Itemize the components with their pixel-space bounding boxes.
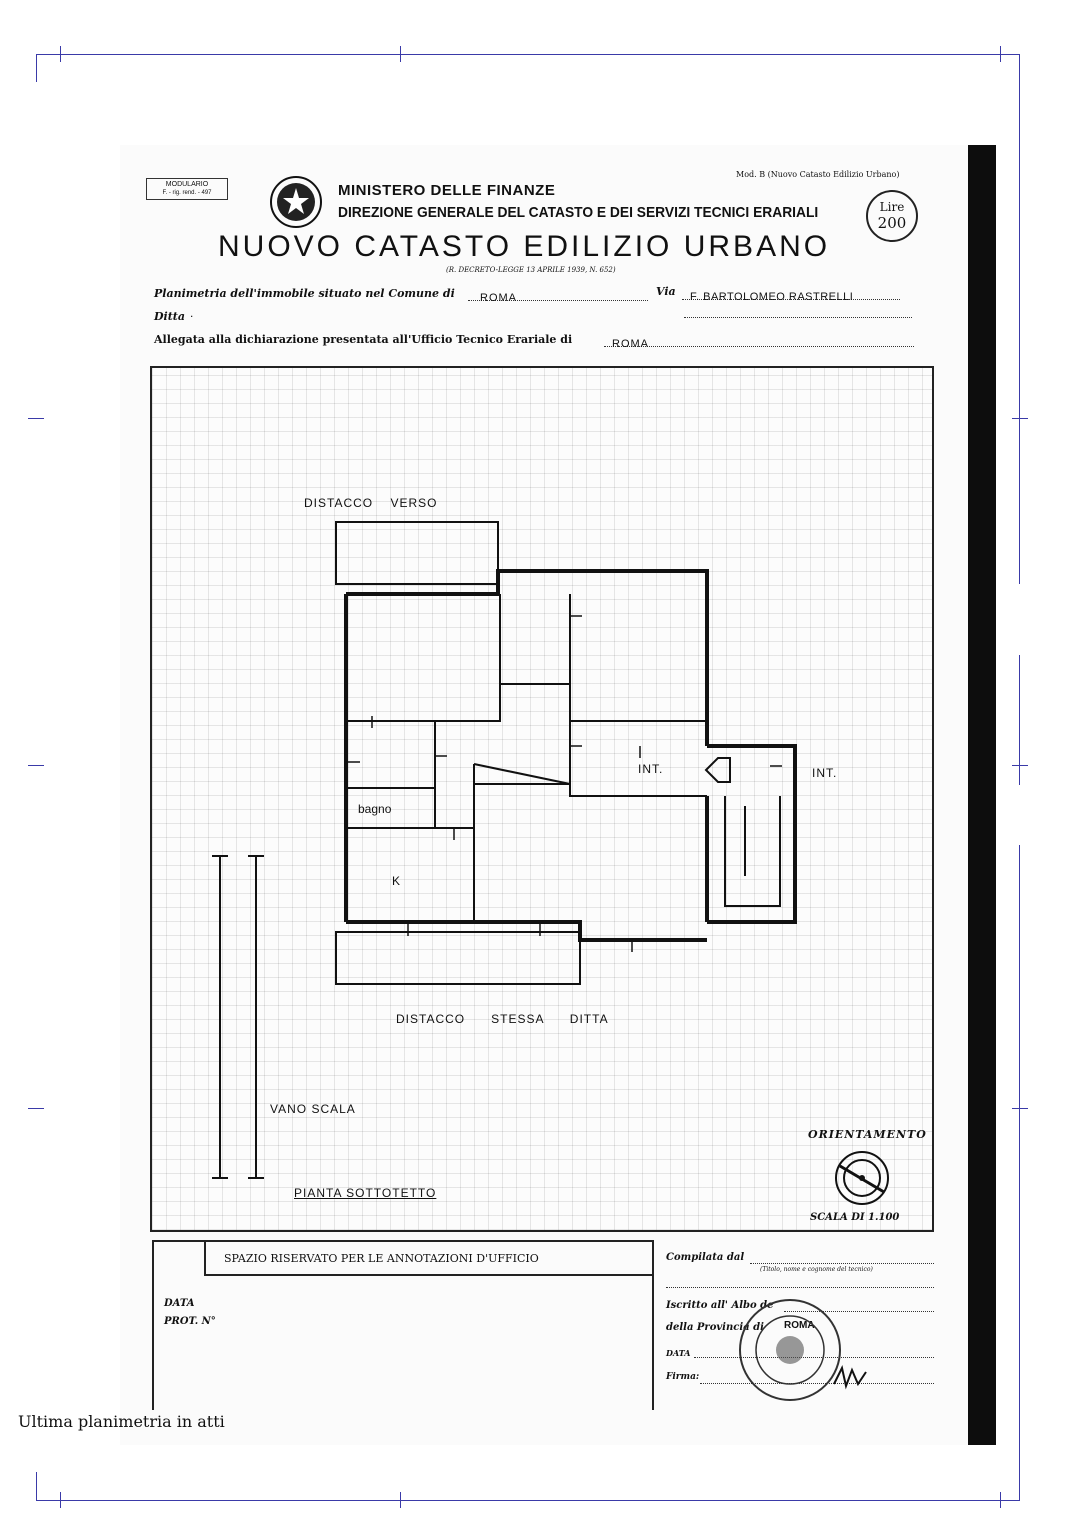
room-line (500, 594, 570, 684)
ufficio-value: ROMA (612, 338, 649, 350)
tick (400, 46, 401, 62)
frame-right-a (1019, 54, 1020, 584)
kitchen-label: K (392, 874, 402, 888)
scan-dark-edge (968, 145, 996, 1445)
office-header-line (204, 1274, 654, 1276)
ufficio-field (604, 332, 914, 350)
iscritto-label: Iscritto all' Albo de (666, 1300, 774, 1311)
tick (28, 1108, 44, 1109)
tick (60, 46, 61, 62)
tick (28, 765, 44, 766)
compilata-line (750, 1262, 934, 1264)
stamp-circle (866, 190, 918, 242)
republic-emblem-icon (268, 174, 324, 230)
frame-bottom (36, 1500, 1020, 1501)
stair-inner (725, 796, 780, 906)
provincia-value: ROMA (784, 1320, 815, 1331)
via-label: Via (656, 285, 676, 298)
distacco-bottom-label: DISTACCO STESSA DITTA (396, 1012, 609, 1026)
data2-label: DATA (666, 1348, 691, 1358)
tick (60, 1492, 61, 1508)
tick (1000, 1492, 1001, 1508)
frame-right-c (1019, 845, 1020, 1500)
wall-top-right (650, 571, 707, 594)
via-value: F. BARTOLOMEO RASTRELLI (690, 291, 854, 303)
tick (28, 418, 44, 419)
comune-field (468, 286, 648, 304)
compilata-line-2 (666, 1286, 934, 1288)
orientamento-label: ORIENTAMENTO (808, 1128, 927, 1141)
ditta-value: . (190, 306, 194, 320)
wall-stair-box (707, 746, 795, 922)
signature-mark (832, 1362, 872, 1392)
caption: Ultima planimetria in atti (18, 1412, 225, 1431)
vano-scala-label: VANO SCALA (270, 1102, 356, 1116)
ministry-title: MINISTERO DELLE FINANZE (338, 182, 556, 199)
tick (1012, 418, 1028, 419)
allegata-label: Allegata alla dichiarazione presentata all'Ufficio Tecnico Erariale di (154, 333, 573, 346)
model-label: Mod. B (Nuovo Catasto Edilizio Urbano) (736, 170, 900, 179)
tick (400, 1492, 401, 1508)
ditta-line (684, 316, 912, 318)
pianta-label: PIANTA SOTTOTETTO (294, 1186, 437, 1200)
scala-label: SCALA DI 1.100 (810, 1212, 900, 1223)
entry-arrow (706, 758, 730, 782)
bagno-label: bagno (358, 802, 392, 816)
compilata-note: (Titolo, nome e cognome del tecnico) (760, 1266, 873, 1273)
spazio-label: SPAZIO RISERVATO PER LE ANNOTAZIONI D'UFFICIO (224, 1252, 539, 1265)
balcony-bottom (336, 932, 580, 984)
tick (1000, 46, 1001, 62)
tick (1012, 1108, 1028, 1109)
ditta-label: Ditta (154, 310, 186, 323)
page-title: NUOVO CATASTO EDILIZIO URBANO (218, 230, 831, 263)
stamp-currency: Lire (879, 200, 905, 214)
office-prot-label: PROT. N° (164, 1316, 216, 1327)
frame-left-b (36, 1472, 37, 1500)
planimetria-label: Planimetria dell'immobile situato nel Comune di (154, 287, 455, 300)
stamp-value: 200 (877, 214, 907, 232)
room-line (435, 684, 500, 721)
official-seal-icon (736, 1296, 844, 1404)
provincia-label: della Provincia di (666, 1322, 764, 1333)
compass-center (859, 1175, 865, 1181)
floor-plan-drawing (150, 366, 934, 1232)
frame-top (36, 54, 1020, 55)
comune-value: ROMA (480, 292, 517, 304)
office-box (152, 1240, 654, 1410)
balcony-top (336, 522, 498, 584)
modulario-box (146, 178, 228, 200)
office-left-line (204, 1242, 206, 1276)
room-line (474, 764, 570, 784)
modulario-sub: F. - rig. rend. - 497 (162, 190, 212, 196)
modulario-label: MODULARIO (165, 181, 209, 188)
firma-label: Firma: (666, 1372, 700, 1382)
compilata-label: Compilata dal (666, 1252, 745, 1263)
office-data-label: DATA (164, 1298, 195, 1309)
via-field (682, 285, 900, 303)
frame-left-a (36, 54, 37, 82)
decree-line: (R. DECRETO-LEGGE 13 APRILE 1939, N. 652) (446, 266, 616, 274)
distacco-top-label: DISTACCO VERSO (304, 496, 438, 510)
int-inner-label: INT. (638, 762, 664, 776)
int-outer-label: INT. (812, 766, 838, 780)
direction-title: DIREZIONE GENERALE DEL CATASTO E DEI SERVIZI TECNICI ERARIALI (338, 204, 819, 221)
tick (1012, 765, 1028, 766)
